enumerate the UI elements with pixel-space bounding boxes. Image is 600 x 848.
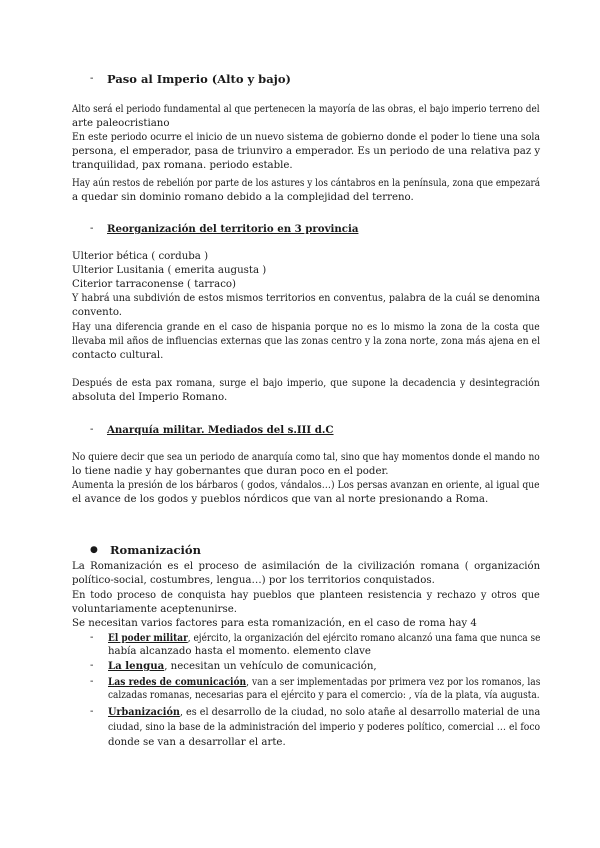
list-item-continuation: donde se van a desarrollar el arte. [108,737,286,748]
list-line: Ulterior Lusitania ( emerita augusta ) [72,265,267,276]
paragraph-line: lo tiene nadie y hay gobernantes que duran poco en el poder. [72,466,389,477]
list-line: Citerior tarraconense ( tarraco) [72,279,237,290]
bullet-marker: ● [90,545,98,555]
dash-marker: - [90,632,94,643]
paragraph-line: convento. [72,307,123,318]
paragraph-line: En todo proceso de conquista hay pueblos que planteen resistencia y rechazo y otros que [72,590,540,601]
list-line: Ulterior bética ( corduba ) [72,251,209,262]
paragraph-line: Se necesitan varios factores para esta romanización, en el caso de roma hay 4 [72,618,477,629]
list-item-term: El poder militar [108,632,188,644]
paragraph-line: el avance de los godos y pueblos nórdicos que van al norte presionando a Roma. [72,494,489,505]
heading-paso-al-imperio: Paso al Imperio (Alto y bajo) [107,72,291,86]
list-item [108,676,540,689]
paragraph-line: Hay aún restos de rebelión por parte de los astures y los cántabros en la península, zona que empezará [72,178,541,189]
paragraph-line: voluntariamente aceptenunirse. [72,604,238,615]
list-item-text: , van a ser implementadas por primera vez por los romanos, las [246,677,541,688]
list-item-text: , necesitan un vehículo de comunicación, [164,661,377,672]
list-item-term: La lengua [108,660,165,672]
list-item-text: , es el desarrollo de la ciudad, no solo atañe al desarrollo material de una [179,707,541,718]
paragraph-line: tranquilidad, pax romana. periodo estable. [72,160,293,171]
paragraph-line: Alto será el periodo fundamental al que pertenecen la mayoría de las obras, el bajo imperio terreno del [72,104,540,115]
paragraph-line: llevaba mil años de influencias externas que las zonas centro y la zona norte, zona más ajena en el [72,336,541,347]
dash-marker: - [90,676,94,687]
dash-marker: - [90,73,94,84]
paragraph-line: No quiere decir que sea un periodo de anarquía como tal, sino que hay momentos donde el mando no [72,452,540,463]
list-item [108,660,377,673]
list-item-continuation: ciudad, sino la base de la administración del imperio y poderes político, comercial … el foco [108,722,541,733]
list-item-term: Las redes de comunicación [108,676,247,688]
paragraph-line: a quedar sin dominio romano debido a la complejidad del terreno. [72,192,414,203]
paragraph-line: Hay una diferencia grande en el caso de hispania porque no es lo mismo la zona de la costa que [72,322,540,333]
list-item-continuation: calzadas romanas, necesarias para el ejército y para el comercio: , vía de la plata, vía augusta. [108,690,540,701]
dash-marker: - [90,424,94,435]
paragraph-line: absoluta del Imperio Romano. [72,392,228,403]
dash-marker: - [90,223,94,234]
paragraph-line: contacto cultural. [72,350,164,361]
paragraph-line: Y habrá una subdivión de estos mismos territorios en conventus, palabra de la cuál se denomina [72,293,541,304]
paragraph-line: persona, el emperador, pasa de triunviro a emperador. Es un periodo de una relativa paz y [72,146,541,157]
list-item [108,632,540,645]
dash-marker: - [90,706,94,717]
paragraph-line: arte paleocristiano [72,118,170,129]
list-item [108,706,540,719]
dash-marker: - [90,660,94,671]
heading-romanizacion: Romanización [110,543,201,557]
list-item-term: Urbanización [108,706,180,718]
paragraph-line: La Romanización es el proceso de asimilación de la civilización romana ( organización [72,561,541,572]
list-item-continuation: había alcanzado hasta el momento. elemento clave [108,646,371,657]
paragraph-line: Después de esta pax romana, surge el bajo imperio, que supone la decadencia y desintegración [72,378,540,389]
heading-reorganizacion: Reorganización del territorio en 3 provincia [107,223,359,235]
paragraph-line: En este periodo ocurre el inicio de un nuevo sistema de gobierno donde el poder lo tiene una sola [72,132,541,143]
heading-anarquia-militar: Anarquía militar. Mediados del s.III d.C [107,424,334,436]
list-item-text: , ejército, la organización del ejército romano alcanzó una fama que nunca se [187,633,541,644]
paragraph-line: político-social, costumbres, lengua…) por los territorios conquistados. [72,575,435,586]
paragraph-line: Aumenta la presión de los bárbaros ( godos, vándalos…) Los persas avanzan en oriente, al igual que [72,480,540,491]
